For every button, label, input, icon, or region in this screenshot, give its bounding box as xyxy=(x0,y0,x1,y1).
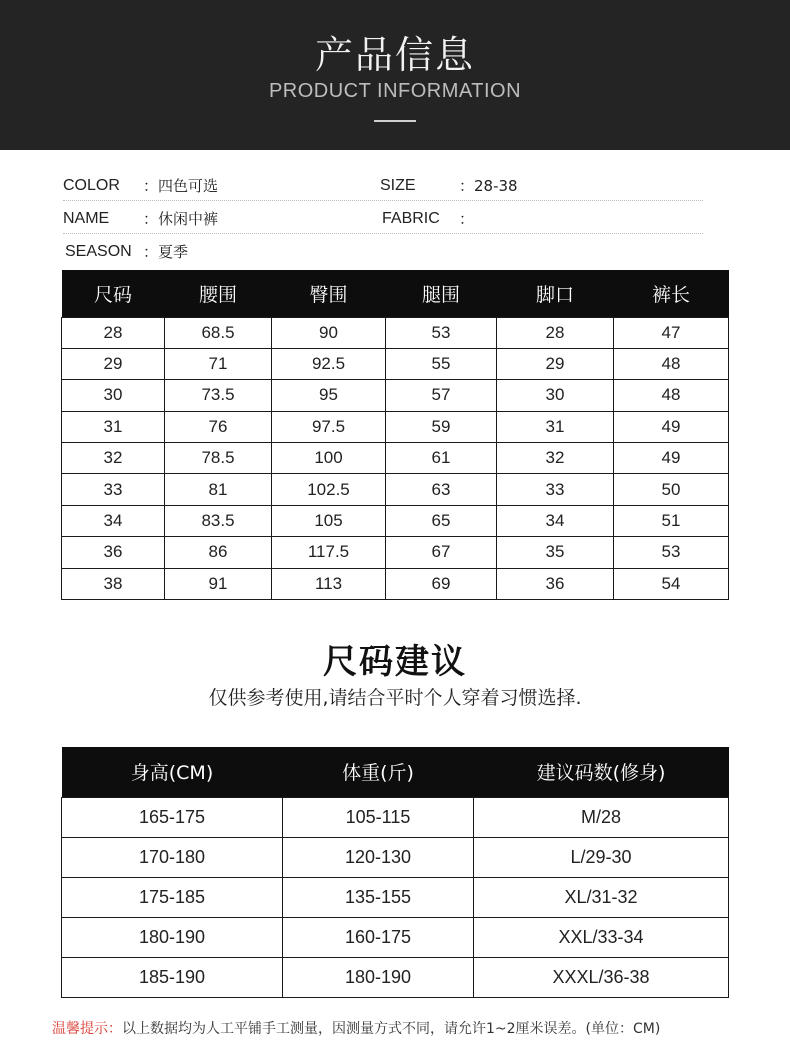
color-label: COLOR xyxy=(63,177,120,194)
recommendation-header-row xyxy=(62,747,729,797)
table-cell: 49 xyxy=(614,443,729,474)
table-cell: 59 xyxy=(386,411,497,442)
recommendation-table xyxy=(61,747,729,998)
header-cell-thigh: 腿围 xyxy=(386,270,497,317)
table-cell: 54 xyxy=(614,568,729,599)
size-table-row xyxy=(62,348,729,379)
size-table-row xyxy=(62,380,729,411)
table-cell: 38 xyxy=(62,568,165,599)
table-cell: 105 xyxy=(272,505,386,536)
table-cell: 90 xyxy=(272,317,386,348)
table-cell: 92.5 xyxy=(272,348,386,379)
table-cell: 160-175 xyxy=(283,917,474,957)
table-cell: 28 xyxy=(62,317,165,348)
recommendation-table-row xyxy=(62,797,729,837)
table-cell: 32 xyxy=(497,443,614,474)
tip-text: 以上数据均为人工平铺手工测量，因测量方式不同，请允许1~2厘米误差。(单位：CM) xyxy=(122,1021,661,1037)
info-row-name-fabric xyxy=(63,204,703,234)
table-cell: 69 xyxy=(386,568,497,599)
table-cell: 185-190 xyxy=(62,957,283,997)
header-cell-hem: 脚口 xyxy=(497,270,614,317)
recommendation-table-body xyxy=(62,797,729,997)
table-cell: 76 xyxy=(165,411,272,442)
recommendation-table-row xyxy=(62,837,729,877)
table-cell: 63 xyxy=(386,474,497,505)
table-cell: XXL/33-34 xyxy=(474,917,729,957)
size-label: SIZE xyxy=(380,177,416,194)
info-row-color-size xyxy=(63,171,703,201)
header-cell-suggested-size: 建议码数(修身) xyxy=(474,747,729,797)
table-cell: 34 xyxy=(497,505,614,536)
size-table-row xyxy=(62,568,729,599)
table-cell: 34 xyxy=(62,505,165,536)
table-cell: 30 xyxy=(497,380,614,411)
table-cell: 33 xyxy=(497,474,614,505)
table-cell: 100 xyxy=(272,443,386,474)
table-cell: 73.5 xyxy=(165,380,272,411)
header-banner xyxy=(0,0,790,150)
table-cell: 61 xyxy=(386,443,497,474)
table-cell: 29 xyxy=(62,348,165,379)
table-cell: 55 xyxy=(386,348,497,379)
header-cell-size: 尺码 xyxy=(62,270,165,317)
table-cell: 135-155 xyxy=(283,877,474,917)
table-cell: 47 xyxy=(614,317,729,348)
recommendation-title: 尺码建议 xyxy=(323,642,467,682)
table-cell: 175-185 xyxy=(62,877,283,917)
table-cell: 57 xyxy=(386,380,497,411)
table-cell: 117.5 xyxy=(272,537,386,568)
table-cell: 120-130 xyxy=(283,837,474,877)
color-value: ：四色可选 xyxy=(143,177,219,195)
header-cell-waist: 腰围 xyxy=(165,270,272,317)
table-cell: 180-190 xyxy=(283,957,474,997)
table-cell: 31 xyxy=(62,411,165,442)
table-cell: 36 xyxy=(497,568,614,599)
table-cell: 83.5 xyxy=(165,505,272,536)
recommendation-subtitle: 仅供参考使用,请结合平时个人穿着习惯选择. xyxy=(208,687,582,709)
table-cell: 36 xyxy=(62,537,165,568)
page-subtitle: PRODUCT INFORMATION xyxy=(268,80,522,102)
recommendation-table-row xyxy=(62,877,729,917)
table-cell: 32 xyxy=(62,443,165,474)
table-cell: 165-175 xyxy=(62,797,283,837)
table-cell: 81 xyxy=(165,474,272,505)
table-cell: L/29-30 xyxy=(474,837,729,877)
size-table-body xyxy=(62,317,729,600)
measurement-tip xyxy=(52,1018,752,1038)
table-cell: 113 xyxy=(272,568,386,599)
recommendation-table-row xyxy=(62,917,729,957)
fabric-value: ： xyxy=(459,210,475,228)
table-cell: 48 xyxy=(614,380,729,411)
table-cell: 65 xyxy=(386,505,497,536)
table-cell: 91 xyxy=(165,568,272,599)
header-cell-hip: 臀围 xyxy=(272,270,386,317)
table-cell: 50 xyxy=(614,474,729,505)
name-label: NAME xyxy=(63,210,110,227)
header-cell-length: 裤长 xyxy=(614,270,729,317)
table-cell: 30 xyxy=(62,380,165,411)
name-value: ：休闲中裤 xyxy=(143,210,219,228)
table-cell: 33 xyxy=(62,474,165,505)
title-divider xyxy=(374,120,416,122)
recommendation-table-row xyxy=(62,957,729,997)
table-cell: 105-115 xyxy=(283,797,474,837)
season-value: ：夏季 xyxy=(143,243,189,261)
table-cell: 97.5 xyxy=(272,411,386,442)
size-table-row xyxy=(62,474,729,505)
table-cell: 35 xyxy=(497,537,614,568)
table-cell: 31 xyxy=(497,411,614,442)
size-table-row xyxy=(62,411,729,442)
table-cell: 48 xyxy=(614,348,729,379)
size-value: ：28-38 xyxy=(459,177,518,195)
table-cell: 95 xyxy=(272,380,386,411)
table-cell: 102.5 xyxy=(272,474,386,505)
table-cell: 86 xyxy=(165,537,272,568)
table-cell: XXXL/36-38 xyxy=(474,957,729,997)
season-label: SEASON xyxy=(65,243,132,260)
table-cell: 180-190 xyxy=(62,917,283,957)
size-table-row xyxy=(62,317,729,348)
table-cell: 170-180 xyxy=(62,837,283,877)
tip-label: 温馨提示： xyxy=(52,1021,122,1037)
fabric-label: FABRIC xyxy=(382,210,440,227)
table-cell: 49 xyxy=(614,411,729,442)
table-cell: 78.5 xyxy=(165,443,272,474)
size-table-row xyxy=(62,537,729,568)
table-cell: 68.5 xyxy=(165,317,272,348)
header-cell-height: 身高(CM) xyxy=(62,747,283,797)
table-cell: XL/31-32 xyxy=(474,877,729,917)
header-cell-weight: 体重(斤) xyxy=(283,747,474,797)
size-table-header-row xyxy=(62,270,729,317)
table-cell: M/28 xyxy=(474,797,729,837)
size-table-row xyxy=(62,505,729,536)
table-cell: 29 xyxy=(497,348,614,379)
table-cell: 51 xyxy=(614,505,729,536)
size-table-row xyxy=(62,443,729,474)
size-table xyxy=(61,270,729,600)
info-row-season xyxy=(63,237,703,267)
table-cell: 67 xyxy=(386,537,497,568)
page-title: 产品信息 xyxy=(314,33,475,77)
table-cell: 53 xyxy=(614,537,729,568)
table-cell: 28 xyxy=(497,317,614,348)
table-cell: 53 xyxy=(386,317,497,348)
table-cell: 71 xyxy=(165,348,272,379)
